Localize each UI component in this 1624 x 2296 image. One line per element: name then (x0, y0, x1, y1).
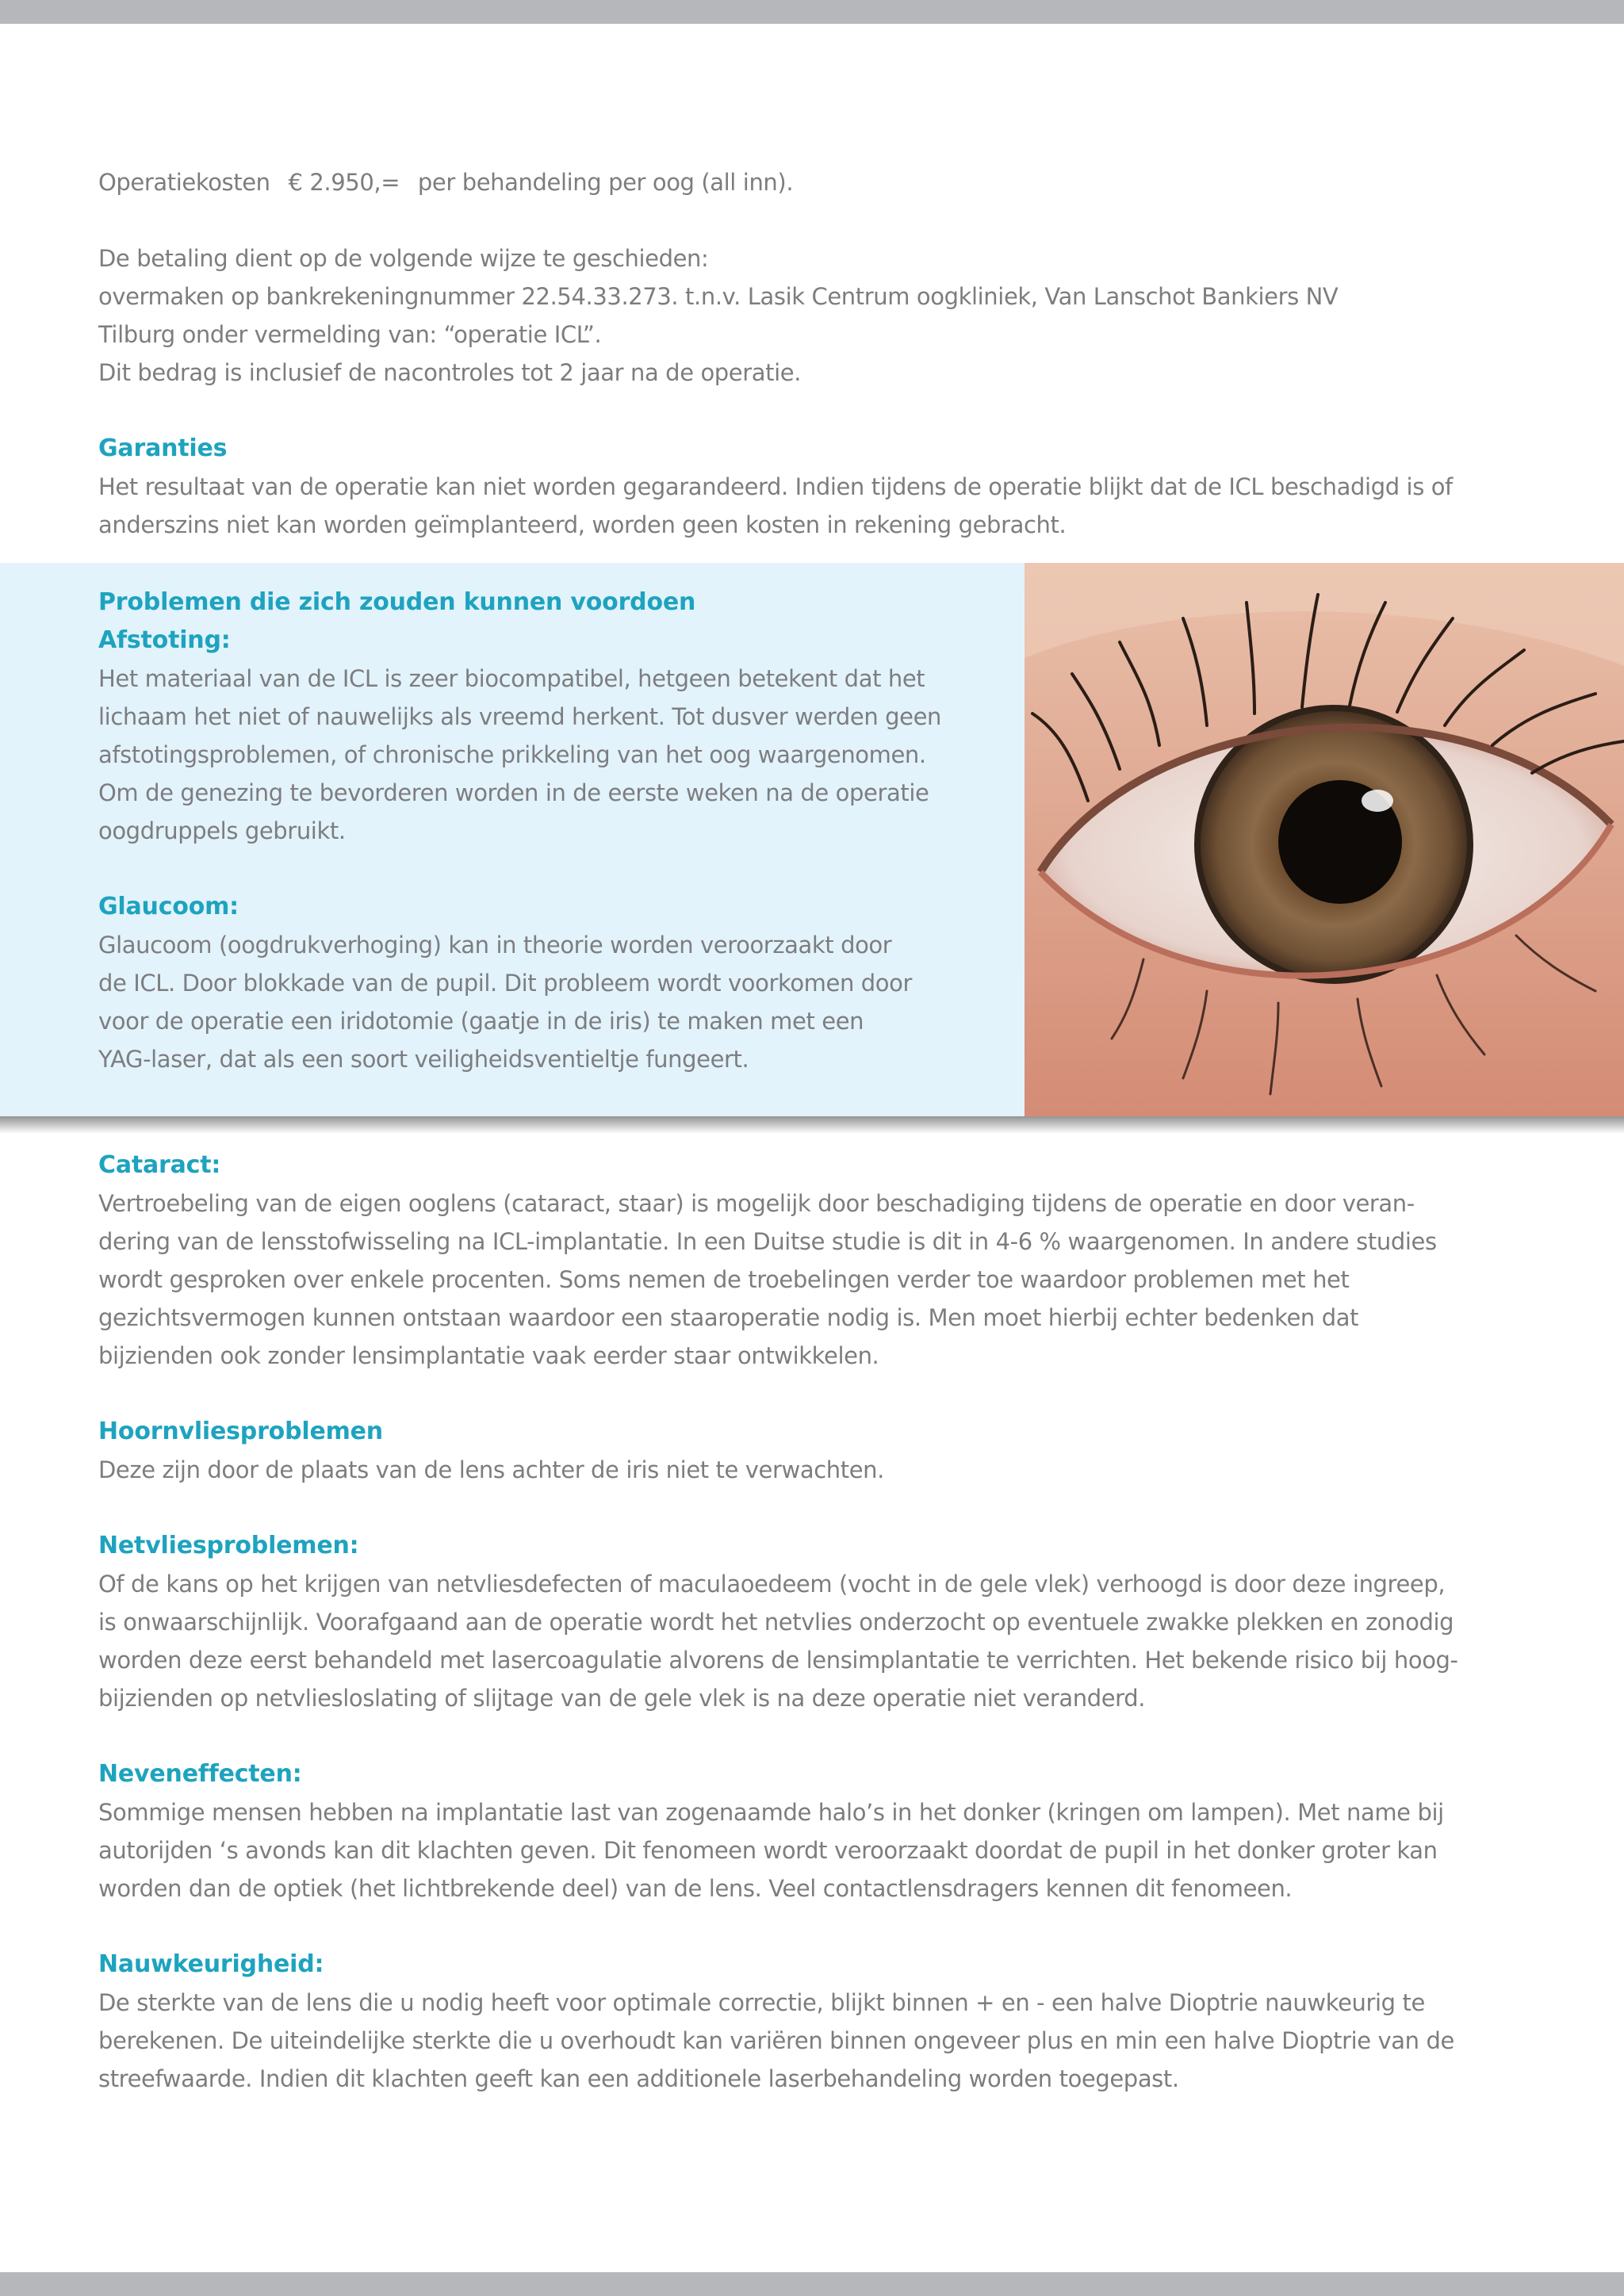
side-effects-line: worden dan de optiek (het lichtbrekende deel) van de lens. Veel contactlensdragers kennen dit fenomeen. (98, 1875, 1293, 1902)
band-shadow (0, 1116, 1624, 1134)
retina-heading: Netvliesproblemen: (98, 1532, 359, 1559)
cataract-heading: Cataract: (98, 1151, 221, 1179)
guarantees-heading: Garanties (98, 434, 228, 462)
costs-label: Operatiekosten (98, 169, 270, 196)
rejection-line: oogdruppels gebruikt. (98, 817, 346, 844)
payment-line: Dit bedrag is inclusief de nacontroles tot 2 jaar na de operatie. (98, 359, 802, 386)
guarantees-line: anderszins niet kan worden geïmplanteerd, worden geen kosten in rekening gebracht. (98, 511, 1067, 538)
cataract-line: bijzienden ook zonder lensimplantatie vaak eerder staar ontwikkelen. (98, 1342, 879, 1369)
costs-amount: € 2.950,= (288, 169, 400, 196)
glaucoma-line: YAG-laser, dat als een soort veiligheidsventieltje fungeert. (98, 1046, 749, 1073)
accuracy-line: berekenen. De uiteindelijke sterkte die u overhoudt kan variëren binnen ongeveer plus en min een halve Dioptrie van de (98, 2027, 1454, 2054)
retina-line: is onwaarschijnlijk. Voorafgaand aan de operatie wordt het netvlies onderzocht op eventuele zwakke plekken en zonodig (98, 1609, 1454, 1636)
costs-detail: per behandeling per oog (all inn). (417, 169, 794, 196)
retina-line: worden deze eerst behandeld met lasercoagulatie alvorens de lensimplantatie te verrichten. Het bekende risico bij hoog- (98, 1647, 1458, 1674)
glaucoma-line: voor de operatie een iridotomie (gaatje in de iris) te maken met een (98, 1008, 864, 1035)
glaucoma-line: de ICL. Door blokkade van de pupil. Dit probleem wordt voorkomen door (98, 970, 912, 997)
retina-section (98, 1527, 1526, 1717)
payment-section (98, 239, 1526, 392)
costs-line (98, 163, 1526, 201)
payment-line: overmaken op bankrekeningnummer 22.54.33.273. t.n.v. Lasik Centrum oogkliniek, Van Lanschot Bankiers NV (98, 283, 1339, 310)
cataract-line: dering van de lensstofwisseling na ICL-implantatie. In een Duitse studie is dit in 4-6 % waargenomen. In andere studies (98, 1228, 1437, 1255)
cataract-section (98, 1146, 1526, 1375)
payment-line: De betaling dient op de volgende wijze te geschieden: (98, 245, 709, 272)
rejection-line: Het materiaal van de ICL is zeer biocompatibel, hetgeen betekent dat het (98, 665, 925, 692)
costs-section (98, 163, 1526, 201)
problems-text (98, 584, 994, 1078)
top-bar (0, 0, 1624, 24)
glaucoma-heading: Glaucoom: (98, 893, 239, 920)
cornea-section (98, 1413, 1526, 1489)
retina-line: Of de kans op het krijgen van netvliesdefecten of maculaoedeem (vocht in de gele vlek) verhoogd is door deze ingreep, (98, 1571, 1446, 1598)
rejection-line: Om de genezing te bevorderen worden in de eerste weken na de operatie (98, 779, 929, 806)
bottom-bar (0, 2272, 1624, 2296)
problems-heading: Problemen die zich zouden kunnen voordoen (98, 588, 696, 616)
cataract-line: gezichtsvermogen kunnen ontstaan waardoor een staaroperatie nodig is. Men moet hierbij echter bedenken dat (98, 1304, 1359, 1331)
side-effects-line: autorijden ‘s avonds kan dit klachten geven. Dit fenomeen wordt veroorzaakt doordat de pupil in het donker groter kan (98, 1837, 1438, 1864)
side-effects-line: Sommige mensen hebben na implantatie last van zogenaamde halo’s in het donker (kringen om lampen). Met name bij (98, 1799, 1444, 1826)
glaucoma-line: Glaucoom (oogdrukverhoging) kan in theorie worden veroorzaakt door (98, 932, 892, 959)
side-effects-heading: Neveneffecten: (98, 1760, 302, 1788)
side-effects-section (98, 1755, 1526, 1908)
eye-illustration (1025, 563, 1624, 1116)
accuracy-line: De sterkte van de lens die u nodig heeft voor optimale correctie, blijkt binnen + en - een halve Dioptrie nauwkeurig te (98, 1989, 1425, 2016)
cornea-line: Deze zijn door de plaats van de lens achter de iris niet te verwachten. (98, 1456, 884, 1483)
rejection-line: afstotingsproblemen, of chronische prikkeling van het oog waargenomen. (98, 741, 926, 768)
cornea-heading: Hoornvliesproblemen (98, 1418, 383, 1445)
rejection-line: lichaam het niet of nauwelijks als vreemd herkent. Tot dusver werden geen (98, 703, 942, 730)
cataract-line: Vertroebeling van de eigen ooglens (cataract, staar) is mogelijk door beschadiging tijdens de operatie en door veran- (98, 1190, 1415, 1217)
accuracy-section (98, 1946, 1526, 2098)
accuracy-line: streefwaarde. Indien dit klachten geeft kan een additionele laserbehandeling worden toegepast. (98, 2065, 1179, 2092)
problems-band (0, 563, 1624, 1116)
accuracy-heading: Nauwkeurigheid: (98, 1950, 324, 1978)
payment-line: Tilburg onder vermelding van: “operatie ICL”. (98, 321, 602, 348)
guarantees-line: Het resultaat van de operatie kan niet worden gegarandeerd. Indien tijdens de operatie blijkt dat de ICL beschadigd is of (98, 473, 1453, 500)
cataract-line: wordt gesproken over enkele procenten. Soms nemen de troebelingen verder toe waardoor problemen met het (98, 1266, 1350, 1293)
eye-photo (1025, 563, 1624, 1116)
guarantees-section (98, 430, 1526, 544)
rejection-heading: Afstoting: (98, 626, 231, 654)
retina-line: bijzienden op netvliesloslating of slijtage van de gele vlek is na deze operatie niet veranderd. (98, 1685, 1146, 1712)
